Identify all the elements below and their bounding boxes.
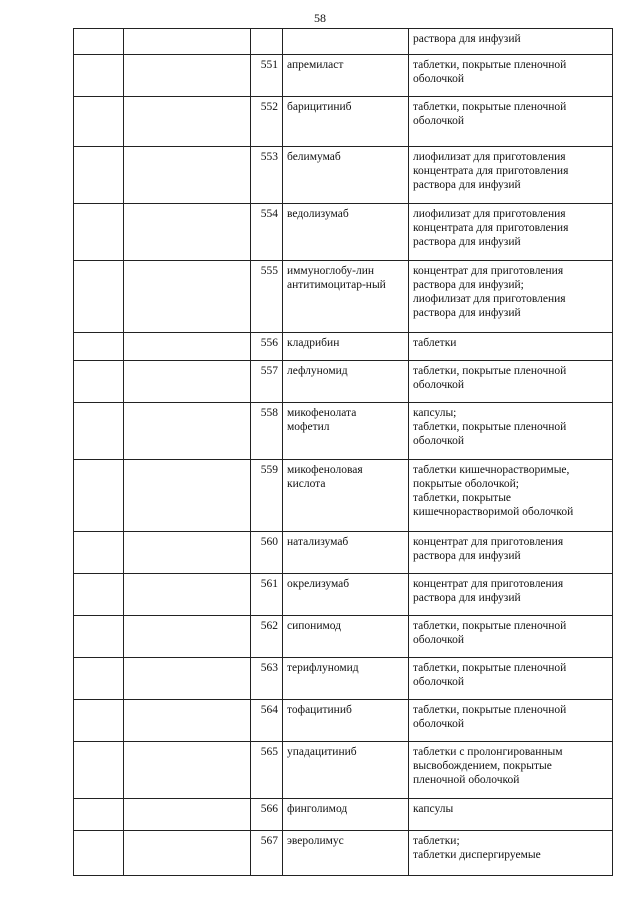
- group-cell: [124, 55, 251, 97]
- dosage-form-cell-line: концентрат для приготовления: [413, 578, 564, 590]
- drug-name-cell-line: микофенолата: [287, 407, 357, 419]
- dosage-form-cell-line: раствора для инфузий: [413, 307, 521, 319]
- group-cell: [124, 361, 251, 403]
- drug-name-cell-line: иммуноглобу-лин: [287, 265, 375, 277]
- table-row: [74, 831, 613, 876]
- number-cell: [251, 29, 283, 55]
- table-row: [74, 658, 613, 700]
- drug-name-cell: [283, 799, 409, 831]
- group-cell: [124, 29, 251, 55]
- drug-name-cell-line: антитимоцитар-ный: [287, 279, 386, 291]
- group-cell: [124, 204, 251, 261]
- group-cell: [124, 799, 251, 831]
- code-cell: [74, 799, 124, 831]
- dosage-form-cell-line: таблетки, покрытые пленочной: [413, 704, 567, 716]
- group-cell: [124, 147, 251, 204]
- code-cell: [74, 403, 124, 460]
- dosage-form-cell: [409, 29, 613, 55]
- code-cell: [74, 333, 124, 361]
- drug-name-cell: [283, 261, 409, 333]
- dosage-form-cell: [409, 742, 613, 799]
- dosage-form-cell-line: капсулы;: [413, 407, 457, 419]
- group-cell: [124, 658, 251, 700]
- drug-name-cell-line: тофацитиниб: [287, 704, 352, 716]
- dosage-form-cell: [409, 55, 613, 97]
- drug-name-cell: [283, 532, 409, 574]
- dosage-form-cell-line: оболочкой: [413, 634, 465, 646]
- dosage-form-cell-line: таблетки;: [413, 835, 460, 847]
- dosage-form-cell-line: оболочкой: [413, 115, 465, 127]
- dosage-form-cell: [409, 97, 613, 147]
- drug-table: [73, 28, 613, 876]
- drug-name-cell-line: барицитиниб: [287, 101, 352, 113]
- dosage-form-cell-line: концентрат для приготовления: [413, 265, 564, 277]
- code-cell: [74, 742, 124, 799]
- dosage-form-cell-line: кишечнорастворимой оболочкой: [413, 506, 574, 518]
- dosage-form-cell: [409, 460, 613, 532]
- code-cell: [74, 261, 124, 333]
- table-row: [74, 147, 613, 204]
- drug-name-cell: [283, 700, 409, 742]
- number-cell: 558: [251, 403, 283, 460]
- group-cell: [124, 333, 251, 361]
- group-cell: [124, 700, 251, 742]
- table-row: [74, 799, 613, 831]
- code-cell: [74, 460, 124, 532]
- dosage-form-cell: [409, 574, 613, 616]
- group-cell: [124, 460, 251, 532]
- table-row: [74, 616, 613, 658]
- drug-name-cell: [283, 460, 409, 532]
- dosage-form-cell-line: лиофилизат для приготовления: [413, 208, 566, 220]
- dosage-form-cell-line: оболочкой: [413, 73, 465, 85]
- dosage-form-cell-line: таблетки, покрытые: [413, 492, 512, 504]
- number-cell: 562: [251, 616, 283, 658]
- drug-name-cell-line: мофетил: [287, 421, 330, 433]
- dosage-form-cell-line: таблетки, покрытые пленочной: [413, 421, 567, 433]
- table-row: [74, 361, 613, 403]
- dosage-form-cell-line: таблетки: [413, 337, 457, 349]
- dosage-form-cell-line: раствора для инфузий: [413, 592, 521, 604]
- dosage-form-cell: [409, 147, 613, 204]
- code-cell: [74, 574, 124, 616]
- dosage-form-cell-line: лиофилизат для приготовления: [413, 293, 566, 305]
- dosage-form-cell: [409, 261, 613, 333]
- dosage-form-cell-line: оболочкой: [413, 379, 465, 391]
- number-cell: 567: [251, 831, 283, 876]
- group-cell: [124, 97, 251, 147]
- drug-name-cell: [283, 742, 409, 799]
- number-cell: 556: [251, 333, 283, 361]
- drug-name-cell-line: эверолимус: [287, 835, 344, 847]
- code-cell: [74, 658, 124, 700]
- dosage-form-cell-line: раствора для инфузий: [413, 236, 521, 248]
- dosage-form-cell-line: оболочкой: [413, 676, 465, 688]
- number-cell: 561: [251, 574, 283, 616]
- table-row: [74, 204, 613, 261]
- page-number: 58: [314, 11, 326, 25]
- code-cell: [74, 361, 124, 403]
- drug-name-cell: [283, 147, 409, 204]
- dosage-form-cell-line: раствора для инфузий: [413, 550, 521, 562]
- code-cell: [74, 616, 124, 658]
- dosage-form-cell-line: оболочкой: [413, 718, 465, 730]
- drug-name-cell-line: ведолизумаб: [287, 208, 349, 220]
- drug-name-cell: [283, 658, 409, 700]
- dosage-form-cell: [409, 700, 613, 742]
- dosage-form-cell-line: раствора для инфузий: [413, 179, 521, 191]
- dosage-form-cell: [409, 831, 613, 876]
- code-cell: [74, 147, 124, 204]
- dosage-form-cell-line: высвобождением, покрытые: [413, 760, 552, 772]
- number-cell: 563: [251, 658, 283, 700]
- table-row: [74, 460, 613, 532]
- code-cell: [74, 97, 124, 147]
- dosage-form-cell-line: концентрата для приготовления: [413, 165, 569, 177]
- dosage-form-cell-line: концентрата для приготовления: [413, 222, 569, 234]
- drug-name-cell: [283, 29, 409, 55]
- number-cell: 555: [251, 261, 283, 333]
- number-cell: 551: [251, 55, 283, 97]
- drug-name-cell-line: упадацитиниб: [287, 746, 357, 758]
- table-row: [74, 333, 613, 361]
- dosage-form-cell-line: таблетки кишечнорастворимые,: [413, 464, 570, 476]
- dosage-form-cell: [409, 799, 613, 831]
- group-cell: [124, 403, 251, 460]
- dosage-form-cell-line: таблетки диспергируемые: [413, 849, 541, 861]
- table-row: [74, 574, 613, 616]
- drug-name-cell-line: сипонимод: [287, 620, 342, 632]
- drug-name-cell: [283, 403, 409, 460]
- dosage-form-cell: [409, 658, 613, 700]
- drug-name-cell: [283, 333, 409, 361]
- drug-name-cell: [283, 55, 409, 97]
- dosage-form-cell: [409, 403, 613, 460]
- dosage-form-cell: [409, 361, 613, 403]
- number-cell: 566: [251, 799, 283, 831]
- drug-name-cell-line: апремиласт: [287, 59, 344, 71]
- dosage-form-cell: [409, 532, 613, 574]
- dosage-form-cell-line: раствора для инфузий: [413, 33, 521, 45]
- group-cell: [124, 742, 251, 799]
- drug-name-cell-line: терифлуномид: [287, 662, 359, 674]
- dosage-form-cell-line: таблетки, покрытые пленочной: [413, 59, 567, 71]
- dosage-form-cell-line: таблетки, покрытые пленочной: [413, 365, 567, 377]
- number-cell: 564: [251, 700, 283, 742]
- dosage-form-cell-line: покрытые оболочкой;: [413, 478, 519, 490]
- code-cell: [74, 55, 124, 97]
- dosage-form-cell: [409, 333, 613, 361]
- drug-name-cell-line: белимумаб: [287, 151, 341, 163]
- drug-name-cell: [283, 574, 409, 616]
- code-cell: [74, 532, 124, 574]
- drug-name-cell: [283, 831, 409, 876]
- dosage-form-cell-line: капсулы: [413, 803, 454, 815]
- drug-name-cell-line: кислота: [287, 478, 326, 490]
- group-cell: [124, 616, 251, 658]
- drug-name-cell: [283, 616, 409, 658]
- code-cell: [74, 29, 124, 55]
- table-row: [74, 403, 613, 460]
- drug-table-body: [74, 29, 613, 876]
- drug-name-cell-line: кладрибин: [287, 337, 340, 349]
- table-row: [74, 742, 613, 799]
- number-cell: 565: [251, 742, 283, 799]
- dosage-form-cell: [409, 616, 613, 658]
- table-row: [74, 29, 613, 55]
- drug-name-cell-line: лефлуномид: [287, 365, 348, 377]
- dosage-form-cell: [409, 204, 613, 261]
- number-cell: 560: [251, 532, 283, 574]
- code-cell: [74, 204, 124, 261]
- group-cell: [124, 574, 251, 616]
- table-row: [74, 97, 613, 147]
- number-cell: 553: [251, 147, 283, 204]
- dosage-form-cell-line: таблетки с пролонгированным: [413, 746, 563, 758]
- group-cell: [124, 261, 251, 333]
- dosage-form-cell-line: таблетки, покрытые пленочной: [413, 101, 567, 113]
- drug-name-cell-line: окрелизумаб: [287, 578, 350, 590]
- drug-name-cell-line: микофеноловая: [287, 464, 363, 476]
- dosage-form-cell-line: пленочной оболочкой: [413, 774, 520, 786]
- table-row: [74, 700, 613, 742]
- dosage-form-cell-line: оболочкой: [413, 435, 465, 447]
- code-cell: [74, 831, 124, 876]
- drug-name-cell: [283, 97, 409, 147]
- table-row: [74, 532, 613, 574]
- number-cell: 554: [251, 204, 283, 261]
- dosage-form-cell-line: лиофилизат для приготовления: [413, 151, 566, 163]
- dosage-form-cell-line: таблетки, покрытые пленочной: [413, 620, 567, 632]
- group-cell: [124, 831, 251, 876]
- table-row: [74, 261, 613, 333]
- dosage-form-cell-line: концентрат для приготовления: [413, 536, 564, 548]
- drug-name-cell: [283, 204, 409, 261]
- table-row: [74, 55, 613, 97]
- code-cell: [74, 700, 124, 742]
- drug-name-cell-line: натализумаб: [287, 536, 349, 548]
- number-cell: 557: [251, 361, 283, 403]
- number-cell: 552: [251, 97, 283, 147]
- dosage-form-cell-line: таблетки, покрытые пленочной: [413, 662, 567, 674]
- group-cell: [124, 532, 251, 574]
- drug-name-cell: [283, 361, 409, 403]
- number-cell: 559: [251, 460, 283, 532]
- dosage-form-cell-line: раствора для инфузий;: [413, 279, 524, 291]
- drug-name-cell-line: финголимод: [287, 803, 348, 815]
